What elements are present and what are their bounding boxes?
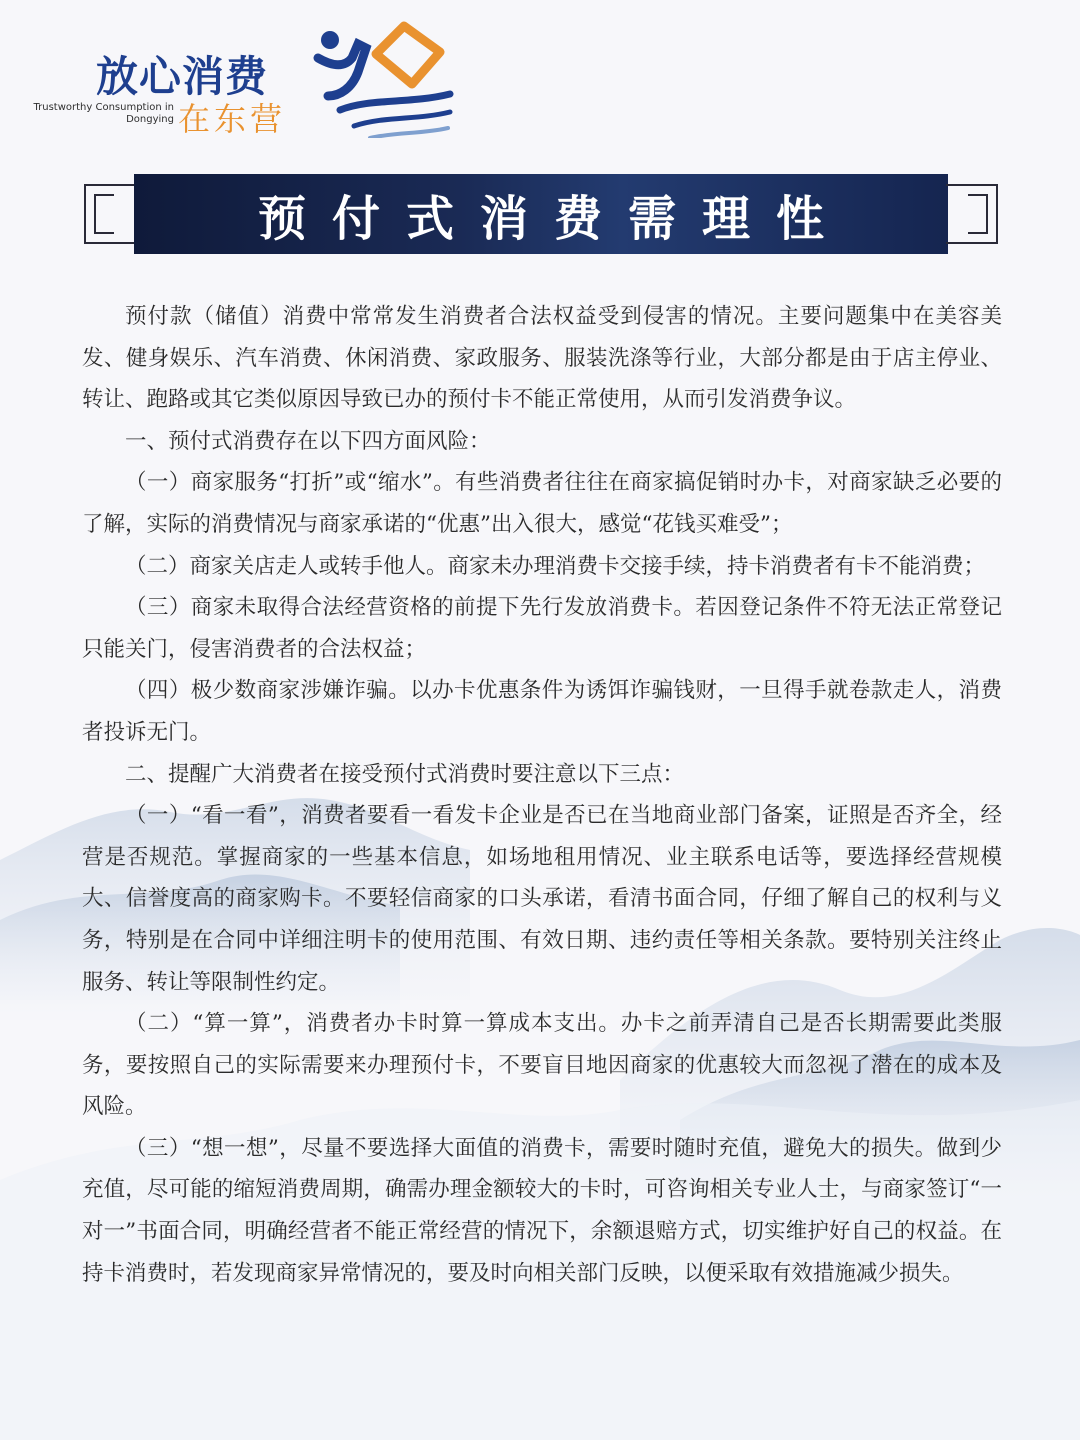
risk-item: （三）商家未取得合法经营资格的前提下先行发放消费卡。若因登记条件不符无法正常登记只能关门，侵害消费者的合法权益；: [82, 595, 1002, 662]
tip-item: （一）“看一看”，消费者要看一看发卡企业是否已在当地商业部门备案，证照是否齐全，经营是否规范。掌握商家的一些基本信息，如场地租用情况、业主联系电话等，要选择经营规模大、信誉度高的商家购卡。不要轻信商家的口头承诺，看清书面合同，仔细了解自己的权利与义务，特别是在合同中详细注明卡的使用范围、有效日期、违约责任等相关条款。要特别关注终止服务、转让等限制性约定。: [82, 803, 1002, 995]
risk-item: （二）商家关店走人或转手他人。商家未办理消费卡交接手续，持卡消费者有卡不能消费；: [125, 553, 986, 579]
page-title: 预付式消费需理性: [257, 190, 850, 247]
logo-english-text: Trustworthy Consumption in Dongying: [33, 102, 174, 125]
risk-item: （一）商家服务“打折”或“缩水”。有些消费者往往在商家搞促销时办卡，对商家缺乏必要的了解，实际的消费情况与商家承诺的“优惠”出入很大，感觉“花钱买难受”；: [82, 470, 1002, 537]
banner-ornament-left: [84, 184, 136, 244]
tip-item: （二）“算一算”，消费者办卡时算一算成本支出。办卡之前弄清自己是否长期需要此类服务，要按照自己的实际需要来办理预付卡，不要盲目地因商家的优惠较大而忽视了潜在的成本及风险。: [82, 1011, 1002, 1120]
banner-bar: [134, 174, 948, 254]
article-body: [82, 296, 1002, 1294]
intro-paragraph: 预付款（储值）消费中常常发生消费者合法权益受到侵害的情况。主要问题集中在美容美发、健身娱乐、汽车消费、休闲消费、家政服务、服装洗涤等行业，大部分都是由于店主停业、转让、跑路或其它类似原因导致已办的预付卡不能正常使用，从而引发消费争议。: [82, 304, 1002, 413]
title-banner: [84, 174, 998, 254]
tip-item: （三）“想一想”，尽量不要选择大面值的消费卡，需要时随时充值，避免大的损失。做到少充值，尽可能的缩短消费周期，确需办理金额较大的卡时，可咨询相关专业人士，与商家签订“一对一”书面合同，明确经营者不能正常经营的情况下，余额退赔方式，切实维护好自己的权益。在持卡消费时，若发现商家异常情况的，要及时向相关部门反映，以便采取有效措施减少损失。: [82, 1135, 1002, 1286]
logo-mark-icon: [300, 14, 456, 138]
logo-title: 放心消费: [96, 52, 269, 101]
section-heading-tips: 二、提醒广大消费者在接受预付式消费时要注意以下三点：: [125, 761, 685, 787]
logo-city: 在东营: [178, 100, 287, 138]
section-heading-risks: 一、预付式消费存在以下四方面风险：: [125, 428, 491, 454]
brand-logo: [28, 14, 458, 144]
risk-item: （四）极少数商家涉嫌诈骗。以办卡优惠条件为诱饵诈骗钱财，一旦得手就卷款走人，消费者投诉无门。: [82, 678, 1002, 745]
banner-ornament-right: [946, 184, 998, 244]
